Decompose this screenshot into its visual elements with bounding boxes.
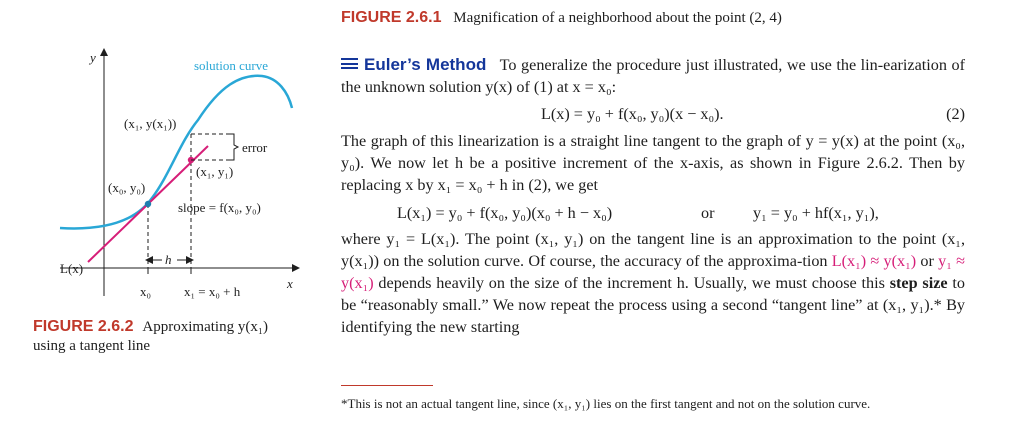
- error-label: error: [242, 140, 268, 155]
- approx-y: y₁ ≈ y(x₁): [341, 252, 966, 292]
- error-bracket: [230, 134, 238, 160]
- paragraph-3-or: or: [916, 252, 939, 270]
- equation-2-number: (2): [946, 105, 965, 123]
- equation-or: or: [701, 204, 715, 222]
- figure-caption-line2: using a tangent line: [33, 338, 151, 354]
- y-axis-label: y: [90, 50, 96, 65]
- slope-label: slope = f(x₀, y₀): [178, 200, 261, 215]
- figure-caption-text: Magnification of a neighborhood about the point (2, 4): [453, 10, 782, 26]
- figure-label: FIGURE 2.6.1: [341, 9, 442, 26]
- paragraph-2: The graph of this linearization is a straight line tangent to the graph of y = y(x) at the point (x₀, y₀). We now let h be a positive increment of the x-axis, as shown in Figure 2.6.2. Then by replacing x by x₁ = x₀ + h in (2), we get: [341, 132, 965, 194]
- figure-2-6-1-caption: [341, 9, 782, 27]
- footnote-rule: [341, 385, 433, 386]
- paragraph-3-text-b: depends heavily on the size of the increment h. Usually, we must choose this: [373, 274, 890, 292]
- equation-right: y₁ = y₀ + hf(x₁, y₁),: [753, 204, 879, 222]
- paragraph-1-text: To generalize the procedure just illustrated, we use the lin-earization of the unknown solution y(x) of (1) at x = x₀:: [341, 56, 965, 96]
- x0-label: x₀: [140, 284, 152, 299]
- paragraph-3-text-a: where y₁ = L(x₁). The point (x₁, y₁) on the tangent line is an approximation to the point (x₁, y(x₁)) on the solution curve. Of course, the accuracy of the approxima-tion: [341, 230, 965, 270]
- line-label: L(x): [60, 261, 84, 276]
- euler-method-diagram: [30, 46, 320, 308]
- start-point-label: (x₀, y₀): [108, 180, 146, 195]
- tangent-point-label: (x₁, y₁): [196, 164, 234, 179]
- paragraph-3: [341, 228, 965, 338]
- figure-label: FIGURE 2.6.2: [33, 318, 134, 335]
- figure-caption-line1: Approximating y(x₁): [142, 319, 269, 335]
- equation-pair: [341, 200, 965, 226]
- section-heading: Euler’s Method: [364, 55, 487, 74]
- start-point: [145, 201, 151, 207]
- x-axis-label: x: [287, 276, 293, 291]
- equation-2-body: L(x) = y₀ + f(x₀, y₀)(x − x₀).: [541, 105, 724, 123]
- equation-2: [341, 102, 965, 126]
- footnote: *This is not an actual tangent line, since (x₁, y₁) lies on the first tangent and not on the solution curve.: [341, 396, 871, 411]
- step-size-term: step size: [889, 274, 948, 292]
- approx-L: L(x₁) ≈ y(x₁): [831, 252, 917, 270]
- h-label: h: [165, 252, 172, 267]
- x1-label: x₁ = x₀ + h: [184, 284, 241, 299]
- curve-label: solution curve: [194, 58, 269, 73]
- figure-2-6-2-caption: [33, 317, 323, 356]
- menu-icon: [341, 58, 358, 69]
- paragraph-1: [341, 54, 965, 98]
- point-upper-label: (x₁, y(x₁)): [124, 116, 177, 131]
- main-text-column: [341, 54, 965, 338]
- equation-left: L(x₁) = y₀ + f(x₀, y₀)(x₀ + h − x₀): [397, 204, 613, 222]
- paragraph-3-text-c: to be “reasonably small.” We now repeat the process using a second “tangent line” at (x₁, y₁).* By identifying the new starting: [341, 274, 965, 336]
